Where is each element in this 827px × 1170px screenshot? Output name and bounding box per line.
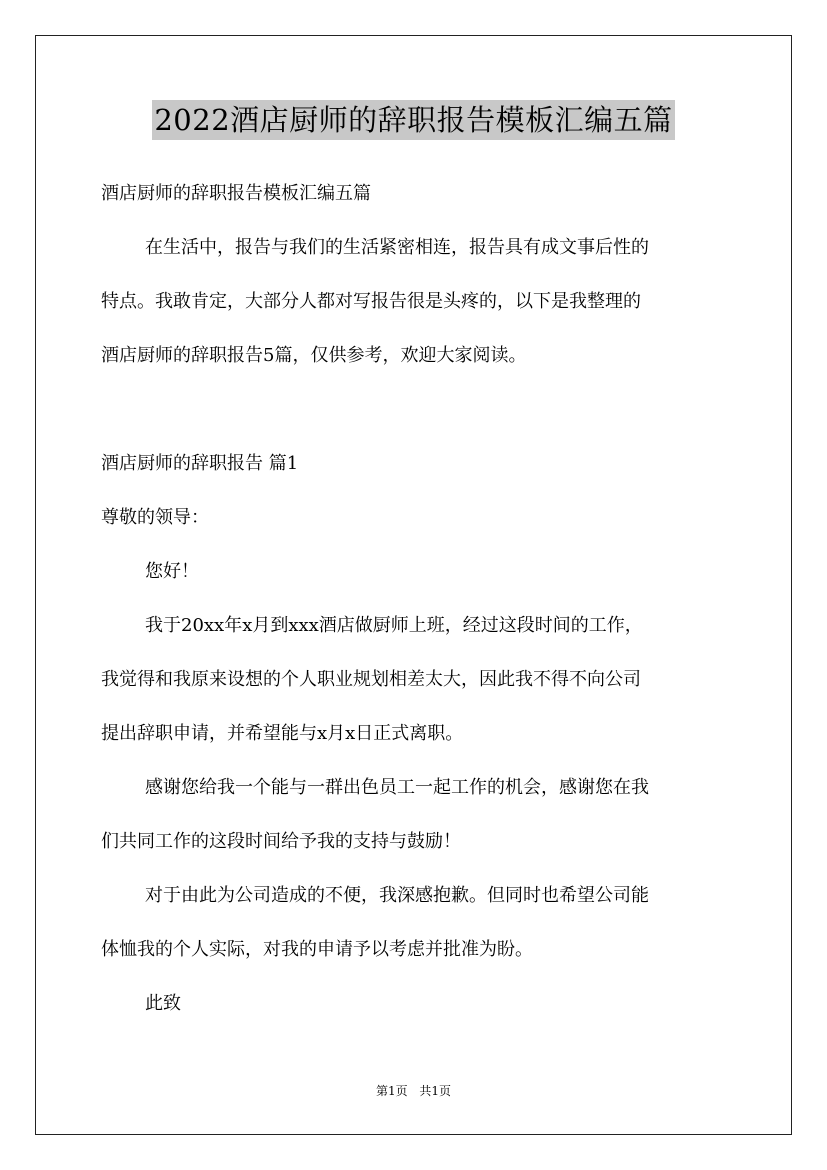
section-heading: 酒店厨师的辞职报告 篇1 [101,453,299,474]
intro-line-1: 在生活中，报告与我们的生活紧密相连，报告具有成文事后性的 [145,237,649,258]
body-line-7: 体恤我的个人实际，对我的申请予以考虑并批准为盼。 [101,939,533,960]
document-title: 2022酒店厨师的辞职报告模板汇编五篇 [152,100,674,140]
closing-line: 此致 [145,993,181,1014]
body-line-4: 感谢您给我一个能与一群出色员工一起工作的机会，感谢您在我 [145,777,649,798]
body-line-3: 提出辞职申请，并希望能与x月x日正式离职。 [101,723,464,744]
intro-line-3: 酒店厨师的辞职报告5篇，仅供参考，欢迎大家阅读。 [101,345,527,366]
greeting: 您好！ [145,561,199,582]
body-line-2: 我觉得和我原来设想的个人职业规划相差太大，因此我不得不向公司 [101,669,641,690]
body-line-6: 对于由此为公司造成的不便，我深感抱歉。但同时也希望公司能 [145,885,649,906]
subtitle-line: 酒店厨师的辞职报告模板汇编五篇 [101,183,371,204]
intro-line-2: 特点。我敢肯定，大部分人都对写报告很是头疼的，以下是我整理的 [101,291,641,312]
document-title-block [0,100,827,140]
salutation: 尊敬的领导： [101,507,209,528]
body-line-1: 我于20xx年x月到xxx酒店做厨师上班，经过这段时间的工作， [145,615,643,636]
page-number: 第1页 [375,1084,408,1098]
body-line-5: 们共同工作的这段时间给予我的支持与鼓励！ [101,831,461,852]
page-total: 共1页 [419,1084,452,1098]
page-footer [0,1083,827,1099]
